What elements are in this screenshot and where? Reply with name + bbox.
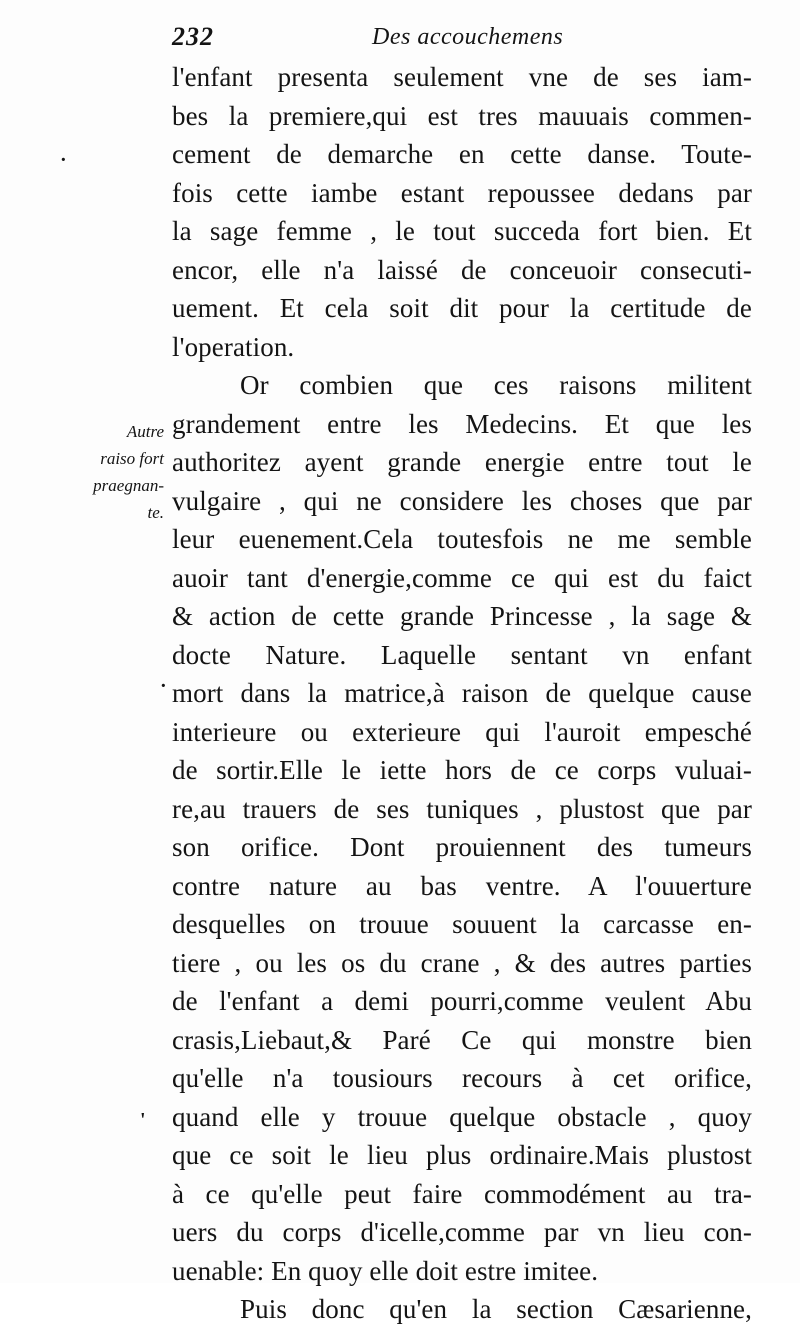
text-line: de l'enfant a demi pourri,comme veulent Abu (172, 986, 752, 1016)
running-head: Des accouchemens (372, 24, 564, 50)
text-line: crasis,Liebaut,& Paré Ce qui monstre bien (172, 1024, 752, 1055)
text-line: Or combien que ces raisons militent (240, 370, 752, 400)
text-line: re,au trauers de ses tuniques , plustost que par (172, 793, 752, 824)
text-line: l'enfant presenta seulement vne de ses iam- (172, 62, 752, 92)
text-line: uenable: En quoy elle doit estre imitee. (172, 1255, 599, 1286)
text-line: leur euenement.Cela toutesfois ne me semble (172, 524, 752, 554)
body-text (172, 58, 752, 1329)
text-line: mort dans la matrice,à raison de quelque cause (172, 678, 752, 708)
text-line: uement. Et cela soit dit pour la certitude de (172, 293, 752, 323)
text-line: bes la premiere,qui est tres mauuais commen- (172, 100, 752, 131)
margin-note-line: Autre (126, 422, 164, 441)
text-line: docte Nature. Laquelle sentant vn enfant (172, 639, 752, 670)
page-header (172, 22, 572, 56)
text-line: Puis donc qu'en la section Cæsarienne, (240, 1294, 752, 1324)
margin-note-line: te. (147, 503, 164, 522)
text-line: & action de cette grande Princesse , la sage & (172, 601, 752, 631)
text-line: son orifice. Dont prouiennent des tumeurs (172, 832, 752, 862)
page-number: 232 (172, 22, 214, 51)
text-line: grandement entre les Medecins. Et que les (172, 408, 752, 439)
margin-note-line: praegnan- (93, 476, 164, 495)
text-line: tiere , ou les os du crane , & des autres parties (172, 947, 752, 978)
text-line: vulgaire , qui ne considere les choses que par (172, 485, 752, 516)
text-line: desquelles on trouue souuent la carcasse en- (172, 909, 752, 939)
ink-speck: · (160, 675, 167, 697)
ink-speck: · (60, 149, 67, 171)
text-line: qu'elle n'a tousiours recours à cet orifice, (172, 1063, 752, 1093)
ink-speck: ' (140, 1109, 146, 1131)
margin-note (72, 418, 164, 526)
text-line: interieure ou exterieure qui l'auroit empesché (172, 716, 752, 747)
text-line: authoritez ayent grande energie entre tout le (172, 447, 752, 477)
text-line: uers du corps d'icelle,comme par vn lieu con- (172, 1217, 752, 1247)
margin-note-line: raiso fort (100, 449, 164, 468)
text-line: l'operation. (172, 331, 295, 362)
text-line: que ce soit le lieu plus ordinaire.Mais plustost (172, 1140, 752, 1170)
text-line: contre nature au bas ventre. A l'ouuerture (172, 870, 752, 901)
text-line: la sage femme , le tout succeda fort bien. Et (172, 216, 752, 246)
text-line: encor, elle n'a laissé de conceuoir consecuti- (172, 254, 752, 285)
text-line: quand elle y trouue quelque obstacle , quoy (172, 1101, 752, 1132)
text-line: fois cette iambe estant repoussee dedans par (172, 177, 752, 208)
text-line: à ce qu'elle peut faire commodément au tra- (172, 1178, 752, 1209)
text-line: cement de demarche en cette danse. Toute- (172, 139, 752, 169)
text-line: auoir tant d'energie,comme ce qui est du faict (172, 562, 752, 593)
text-line: de sortir.Elle le iette hors de ce corps vuluai- (172, 755, 752, 785)
